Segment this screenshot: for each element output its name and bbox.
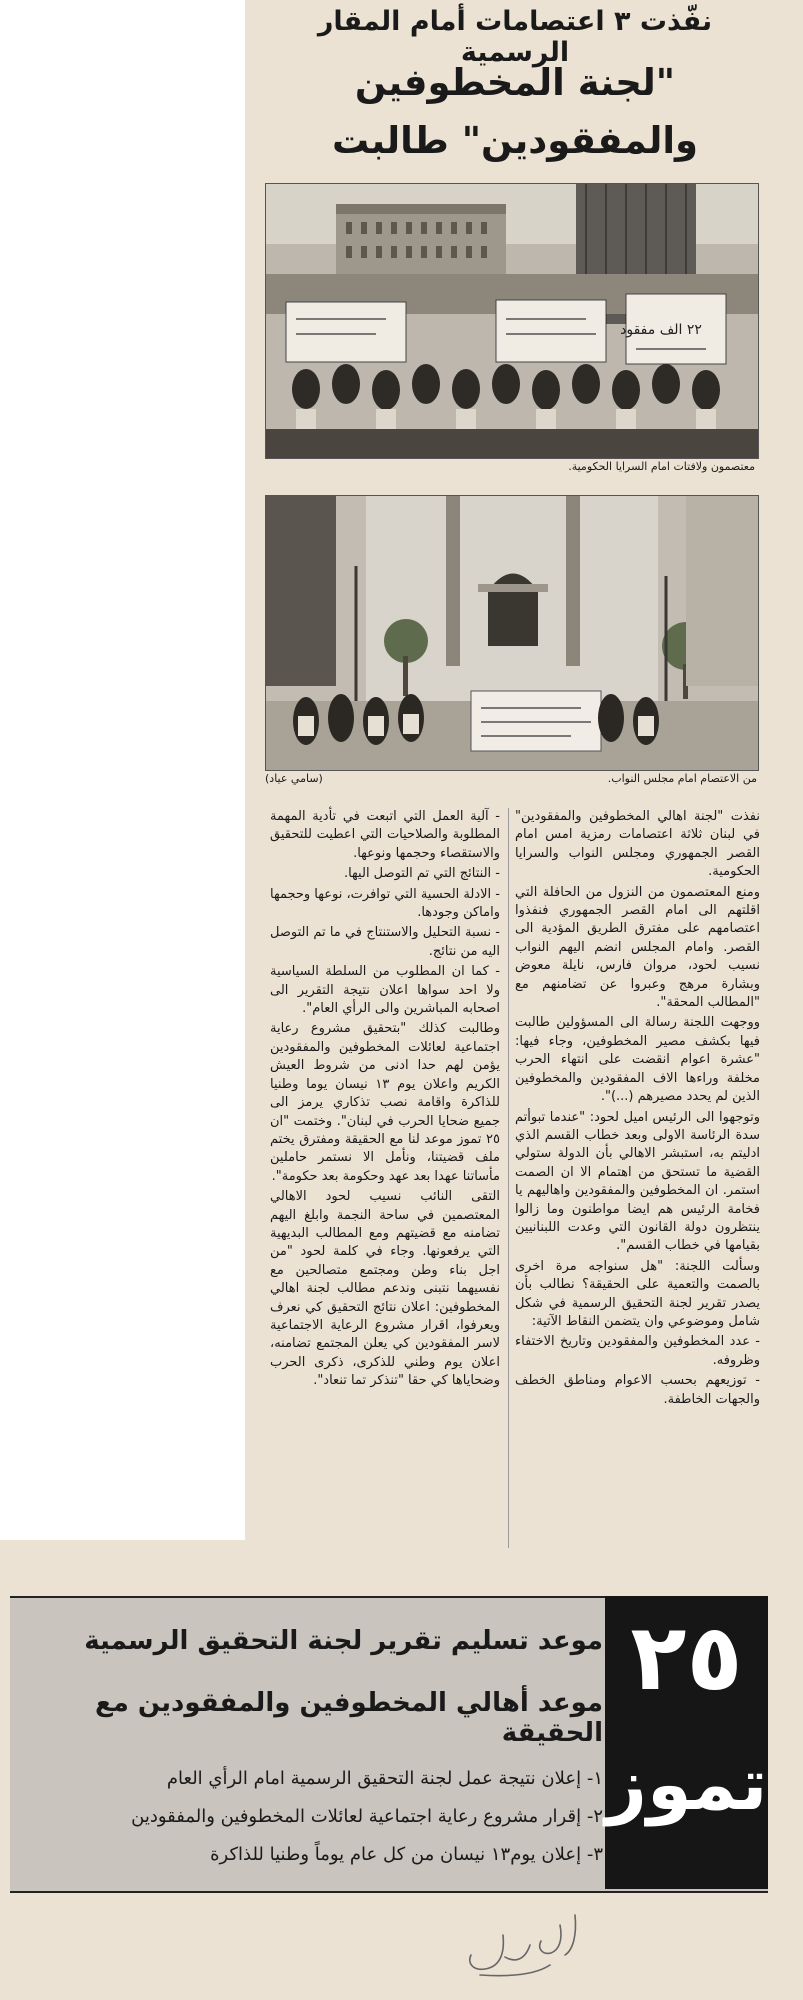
box-item-2: ٢- إقرار مشروع رعاية اجتماعية لعائلات المخطوفين والمفقودين [131, 1806, 603, 1827]
box-item-1: ١- إعلان نتيجة عمل لجنة التحقيق الرسمية امام الرأي العام [166, 1768, 603, 1789]
photo1-banner-text: ٢٢ الف مفقود [620, 322, 702, 338]
paragraph: نفذت "لجنة اهالي المخطوفين والمفقودين" في لبنان ثلاثة اعتصامات رمزية امس امام القصر الجمهوري ومجلس النواب والسرايا الحكومية. [515, 809, 760, 880]
kicker: نفّذت ٣ اعتصامات أمام المقار الرسمية [317, 6, 713, 68]
paragraph: - الادلة الحسية التي توافرت، نوعها وحجمها واماكن وجودها. [269, 886, 500, 921]
caption-1: معتصمون ولافتات امام السرايا الحكومية. [568, 460, 755, 473]
paragraph: وسألت اللجنة: "هل سنواجه مرة اخرى بالصمت والتعمية على الحقيقة؟ نطالب بأن يصدر تقرير لجنة التحقيق الرسمية في شكل شامل وموضوعي وان يتضمن النقاط الآتية: [515, 1258, 760, 1329]
paragraph: - آلية العمل التي اتبعت في تأدية المهمة المطلوبة والصلاحيات التي اعطيت للتحقيق والاستقصاء وحجمها ونوعها. [270, 809, 500, 861]
paragraph: وتوجهوا الى الرئيس اميل لحود: "عندما تبوأتم سدة الرئاسة الاولى وبعد خطاب القسم الذي ادليتم به، استبشر الاهالي بأن الدولة ستولي القضية ما تستحق من اهتمام الا ان الصمت استمر. ان المخطوفين والمفقودين واهاليهم يا فخامة الرئيس هم ايضا مواطنون وما زالوا ينتظرون دولة القانون التي وعدت اللبنانيين بقيامها في خطاب القسم". [515, 1109, 760, 1254]
paragraph: التقى النائب نسيب لحود الاهالي المعتصمين في ساحة النجمة وابلغ اليهم تضامنه مع قضيتهم ومع المطالب البديهية التي يرفعونها. وجاء في كلمة لحود "من اجل بناء وطن ومجتمع متصالحين مع نفسيهما نتبنى وندعم مطالب لجنة اهالي المخطوفين: اعلان نتائج التحقيق كي نعرف ويعرفوا، اقرار مشروع الرعاية الاجتماعية لاسر المفقودين كي يعلن المجتمع تضامنه، اعلان يوم وطني للذكرى، ذكرى الحرب وضحاياها كي حقا "تنذكر تما تنعاد". [270, 1189, 500, 1389]
date-month: تموز [605, 1742, 768, 1826]
paragraph: - نسبة التحليل والاستنتاج في ما تم التوصل اليه من نتائج. [270, 925, 500, 959]
box-item-3: ٣- إعلان يوم١٣ نيسان من كل عام يوماً وطنيا للذاكرة [210, 1844, 603, 1865]
paragraph: - كما ان المطلوب من السلطة السياسية ولا احد سواها اعلان نتيجة التقرير الى اصحابه المباشرين والى الرأي العام". [270, 964, 500, 1017]
column-right [515, 808, 760, 1411]
photo-government-palace [265, 183, 759, 459]
photo-government-palace-drawing [266, 184, 758, 458]
paragraph: ومنع المعتصمون من النزول من الحافلة التي اقلتهم الى امام القصر الجمهوري فنفذوا اعتصامهم على مفترق الطريق المؤدية الى القصر. وامام المجلس انضم اليهم النواب نسيب لحود، مروان فارس، نايلة معوض وبشارة مرهج وعبروا عن تضامنهم مع "المطالب المحقة". [515, 884, 760, 1011]
paragraph: - النتائج التي تم التوصل اليها. [343, 866, 500, 882]
box-heading-2: موعد أهالي المخطوفين والمفقودين مع الحقيقة [94, 1688, 603, 1748]
photo-parliament [265, 495, 759, 771]
paragraph: - توزيعهم بحسب الاعوام ومناطق الخطف والجهات الخاطفة. [515, 1373, 760, 1407]
source-signature [455, 1905, 595, 1985]
column-left [270, 808, 500, 1393]
photo-credit-2: (سامي عياد) [265, 772, 323, 785]
paragraph: ووجهت اللجنة رسالة الى المسؤولين طالبت فيها بكشف مصير المخطوفين، وجاء فيها: "عشرة اعوام انقضت على انتهاء الحرب مخلفة وراءها الاف المفقودين والمخطوفين الذين لم يحدد مصيرهم (...)". [515, 1015, 760, 1105]
date-block [605, 1596, 768, 1889]
column-divider [508, 808, 509, 1548]
date-number: ٢٥ [630, 1604, 743, 1711]
headline-line-1: "لجنة المخطوفين والمفقودين" طالبت [331, 61, 699, 162]
caption-2: من الاعتصام امام مجلس النواب. [607, 772, 757, 785]
paragraph: - عدد المخطوفين والمفقودين وتاريخ الاختفاء وظروفه. [515, 1334, 760, 1368]
box-heading-1: موعد تسليم تقرير لجنة التحقيق الرسمية [84, 1626, 603, 1656]
photo-parliament-drawing [266, 496, 758, 770]
paragraph: وطالبت كذلك "بتحقيق مشروع رعاية اجتماعية لعائلات المخطوفين والمفقودين يؤمن لهم حدا ادنى من شروط العيش الكريم واعلان يوم ١٣ نيسان يوما وطنيا للذاكرة واقامة نصب تذكاري يرمز الى جميع ضحايا الحرب في لبنان". وختمت "ان ٢٥ تموز موعد لنا مع الحقيقة ومفترق يختم ملف قضيتنا، ونأمل الا نستمر حاملين مأساتنا عهدا بعد عهد وحكومة بعد حكومة". [270, 1021, 500, 1184]
